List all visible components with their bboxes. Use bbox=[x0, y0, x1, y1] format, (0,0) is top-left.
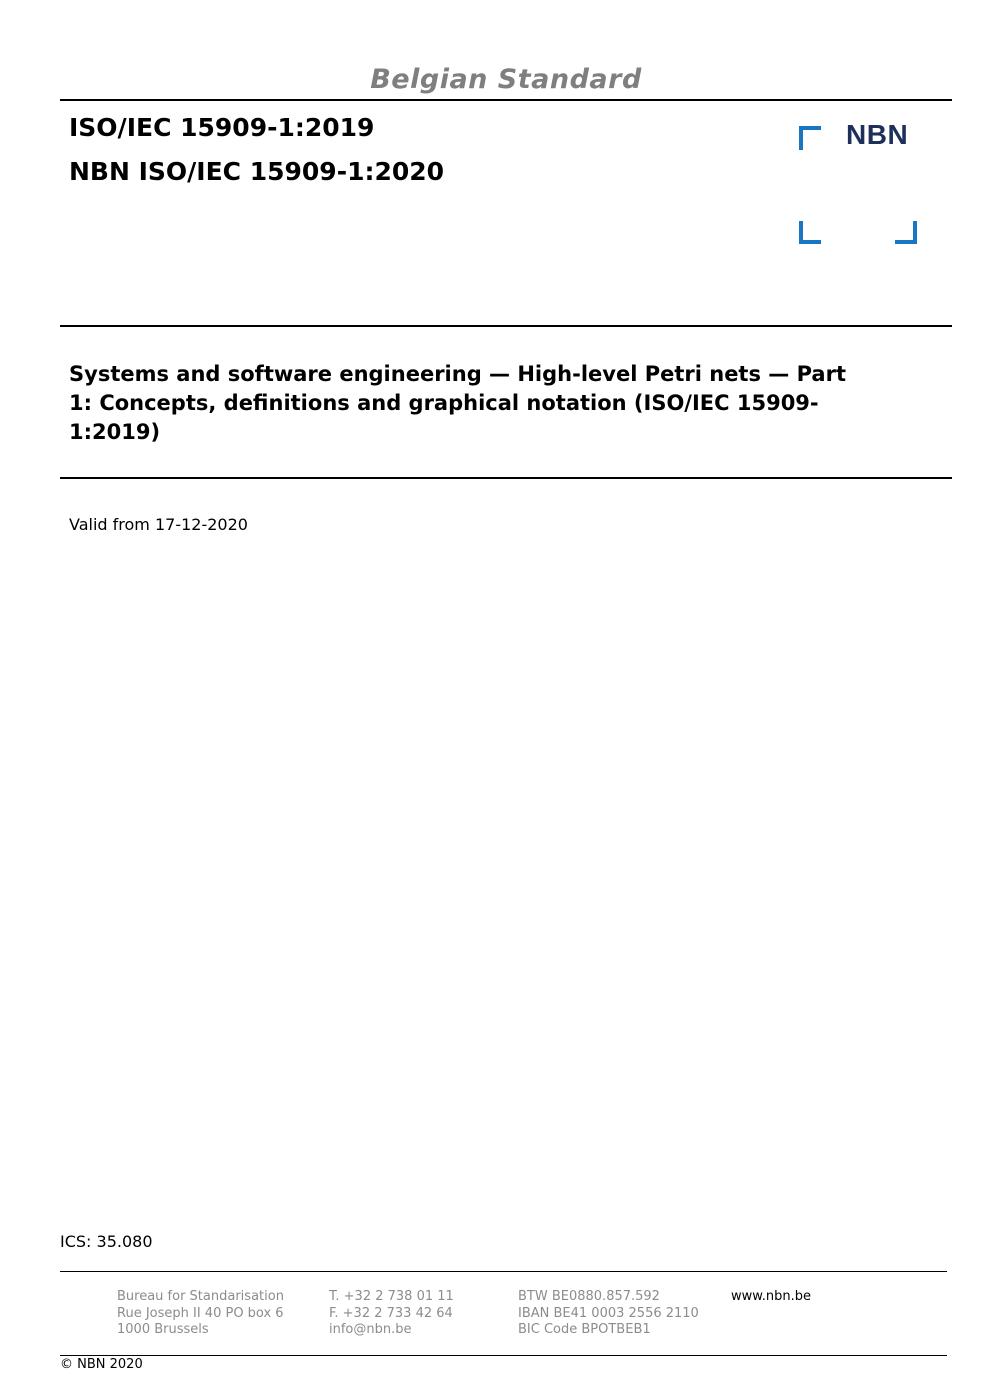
nbn-reference: NBN ISO/IEC 15909-1:2020 bbox=[69, 157, 445, 186]
footer-address-line: Rue Joseph II 40 PO box 6 bbox=[117, 1305, 284, 1321]
title-bottom-divider bbox=[60, 477, 952, 479]
footer-fax: F. +32 2 733 42 64 bbox=[329, 1305, 453, 1321]
page-header-title: Belgian Standard bbox=[370, 64, 642, 95]
footer-website-link[interactable]: www.nbn.be bbox=[731, 1289, 811, 1304]
footer-bic: BIC Code BPOTBEB1 bbox=[518, 1322, 651, 1337]
document-title-line: 1: Concepts, definitions and graphical notation (ISO/IEC 15909- bbox=[69, 391, 819, 415]
valid-from-date: Valid from 17-12-2020 bbox=[69, 515, 248, 534]
logo-corner-bottom-right bbox=[895, 221, 917, 244]
footer-vat: BTW BE0880.857.592 bbox=[518, 1289, 660, 1304]
nbn-logo-text: NBN bbox=[846, 119, 909, 150]
footer-top-divider bbox=[60, 1271, 947, 1272]
title-top-divider bbox=[60, 325, 952, 327]
footer-iban: IBAN BE41 0003 2556 2110 bbox=[518, 1305, 699, 1321]
iso-reference: ISO/IEC 15909-1:2019 bbox=[69, 113, 375, 142]
document-title bbox=[69, 360, 939, 447]
logo-corner-bottom-left bbox=[799, 221, 821, 244]
ics-code: ICS: 35.080 bbox=[60, 1232, 153, 1251]
footer-website[interactable] bbox=[731, 1289, 811, 1306]
footer-contact bbox=[329, 1289, 454, 1339]
header-divider bbox=[60, 99, 952, 101]
footer-address-line: Bureau for Standarisation bbox=[117, 1289, 284, 1304]
footer-bank bbox=[518, 1289, 699, 1339]
copyright-notice: © NBN 2020 bbox=[60, 1357, 143, 1372]
footer-phone: T. +32 2 738 01 11 bbox=[329, 1289, 454, 1304]
document-title-line: Systems and software engineering — High-level Petri nets — Part bbox=[69, 362, 846, 386]
footer-email[interactable]: info@nbn.be bbox=[329, 1322, 412, 1337]
footer-address bbox=[117, 1289, 284, 1339]
footer-bottom-divider bbox=[60, 1355, 947, 1356]
footer-address-line: 1000 Brussels bbox=[117, 1322, 209, 1337]
document-title-line: 1:2019) bbox=[69, 420, 161, 444]
logo-corner-top-left bbox=[799, 126, 821, 150]
